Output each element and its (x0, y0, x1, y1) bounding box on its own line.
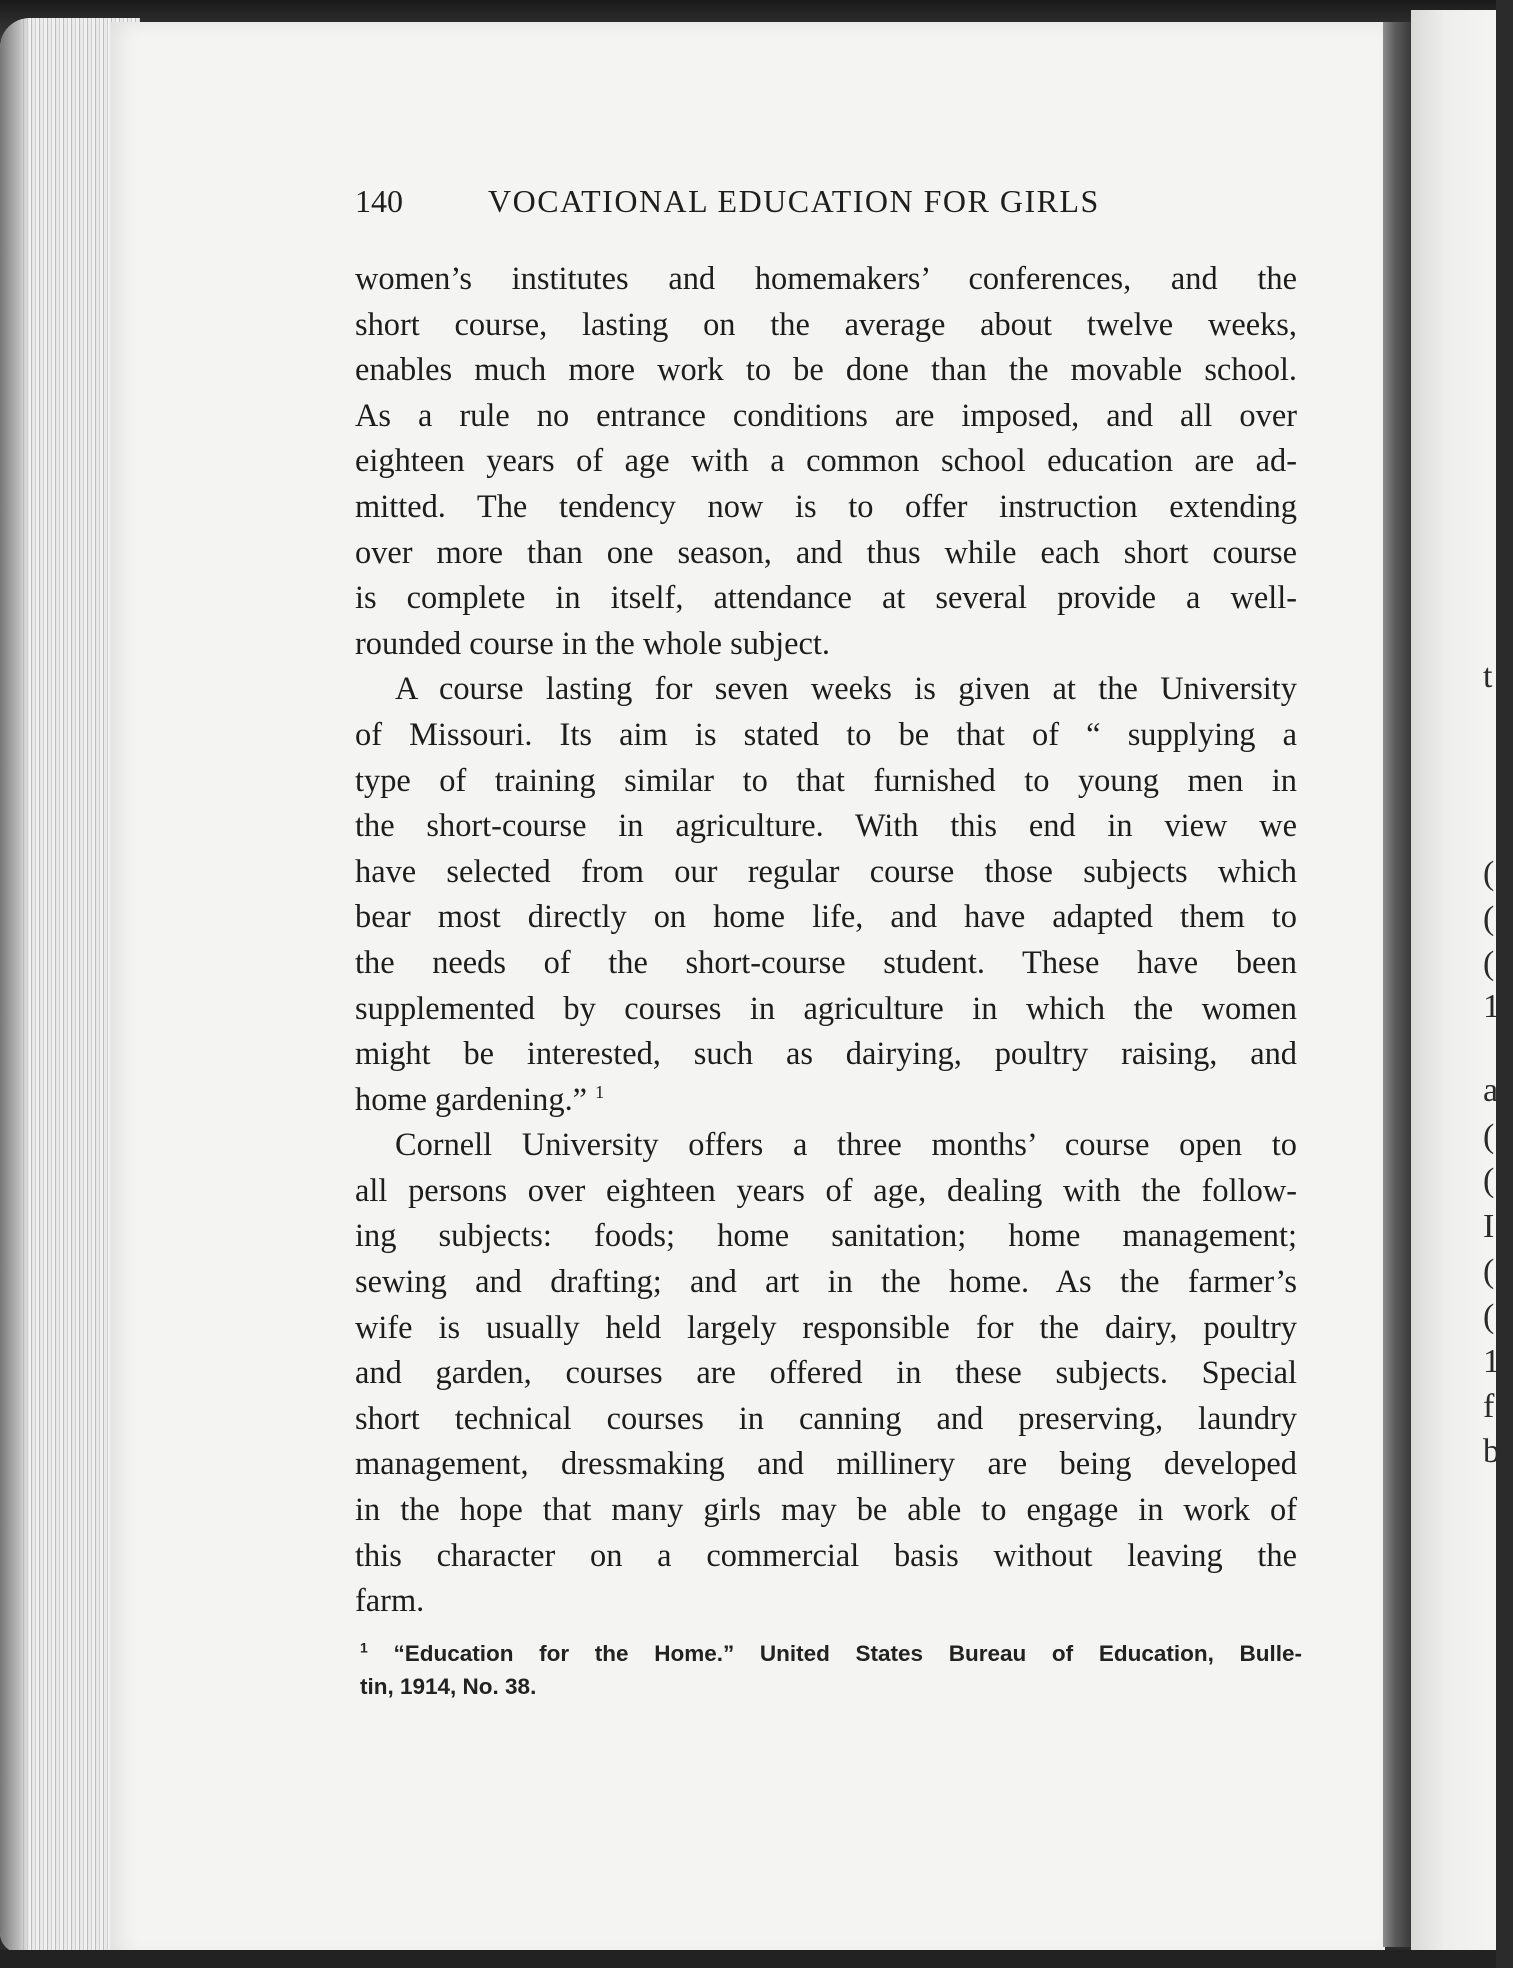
text-line: the needs of the short-course student. These have been (355, 944, 1297, 981)
adjacent-page-fragment: ( (1483, 1298, 1495, 1335)
footnote (360, 1637, 1302, 1703)
text-line: rounded course in the whole subject. (355, 625, 830, 662)
adjacent-page-fragment: ( (1483, 1118, 1495, 1155)
adjacent-page-fragment: f (1483, 1388, 1495, 1425)
adjacent-page-fragment: ( (1483, 855, 1495, 892)
text-line: of Missouri. Its aim is stated to be that of “ supplying a (355, 716, 1297, 753)
adjacent-page-fragment: ( (1483, 1253, 1495, 1290)
footnote-line (360, 1637, 1302, 1670)
adjacent-page-fragment: a (1483, 1072, 1499, 1109)
adjacent-page-fragment: ( (1483, 945, 1495, 982)
footnote-line: tin, 1914, No. 38. (360, 1674, 537, 1699)
footnote-text: “Education for the Home.” United States Bureau of Education, Bulle- (393, 1641, 1302, 1666)
bottom-shadow (0, 1950, 1496, 1968)
text-line: might be interested, such as dairying, poultry raising, and (355, 1036, 1297, 1073)
adjacent-page-fragment: 1 (1483, 1343, 1500, 1380)
body-text (355, 257, 1297, 1625)
text-line: home gardening.” (355, 1081, 588, 1118)
text-line: all persons over eighteen years of age, dealing with the follow- (355, 1172, 1297, 1209)
adjacent-page-fragment: b (1483, 1433, 1500, 1470)
book-gutter (1383, 22, 1411, 1947)
adjacent-page-fragment: 1 (1483, 988, 1500, 1025)
text-line: this character on a commercial basis without leaving the (355, 1537, 1297, 1574)
text-line: A course lasting for seven weeks is given at the University (395, 671, 1297, 708)
text-line: short technical courses in canning and preserving, laundry (355, 1400, 1297, 1437)
text-line: bear most directly on home life, and have adapted them to (355, 899, 1297, 936)
text-line: supplemented by courses in agriculture in which the women (355, 990, 1297, 1027)
running-head (355, 183, 1305, 220)
text-line: wife is usually held largely responsible for the dairy, poultry (355, 1309, 1297, 1346)
text-line: and garden, courses are offered in these subjects. Special (355, 1355, 1297, 1392)
text-line: management, dressmaking and millinery are being developed (355, 1446, 1297, 1483)
text-line: enables much more work to be done than the movable school. (355, 352, 1297, 389)
text-line: is complete in itself, attendance at several provide a well- (355, 580, 1297, 617)
text-line: have selected from our regular course those subjects which (355, 853, 1297, 890)
running-title: VOCATIONAL EDUCATION FOR GIRLS (488, 183, 1100, 219)
adjacent-page-fragment: ( (1483, 1162, 1495, 1199)
text-line: short course, lasting on the average about twelve weeks, (355, 306, 1297, 343)
text-line: mitted. The tendency now is to offer instruction extending (355, 488, 1297, 525)
adjacent-page (1411, 10, 1500, 1960)
text-line: women’s institutes and homemakers’ conferences, and the (355, 261, 1297, 297)
text-line-with-footnote (355, 1078, 1297, 1124)
adjacent-page-fragment: I (1483, 1208, 1495, 1245)
adjacent-page-fragment: t (1483, 658, 1493, 695)
text-line: As a rule no entrance conditions are imposed, and all over (355, 397, 1297, 434)
text-line: farm. (355, 1583, 425, 1620)
text-line: the short-course in agriculture. With this end in view we (355, 808, 1297, 845)
page-number: 140 (355, 183, 403, 219)
footnote-reference: 1 (595, 1081, 605, 1102)
text-line: type of training similar to that furnished to young men in (355, 762, 1297, 799)
adjacent-page-fragment: ( (1483, 900, 1495, 937)
text-line: ing subjects: foods; home sanitation; home management; (355, 1218, 1297, 1255)
text-line: eighteen years of age with a common school education are ad- (355, 443, 1297, 480)
text-line: Cornell University offers a three months’ course open to (395, 1127, 1297, 1164)
text-line: in the hope that many girls may be able to engage in work of (355, 1492, 1297, 1529)
text-line: sewing and drafting; and art in the home. As the farmer’s (355, 1264, 1297, 1301)
text-line: over more than one season, and thus while each short course (355, 534, 1297, 571)
footnote-mark: 1 (360, 1639, 368, 1656)
